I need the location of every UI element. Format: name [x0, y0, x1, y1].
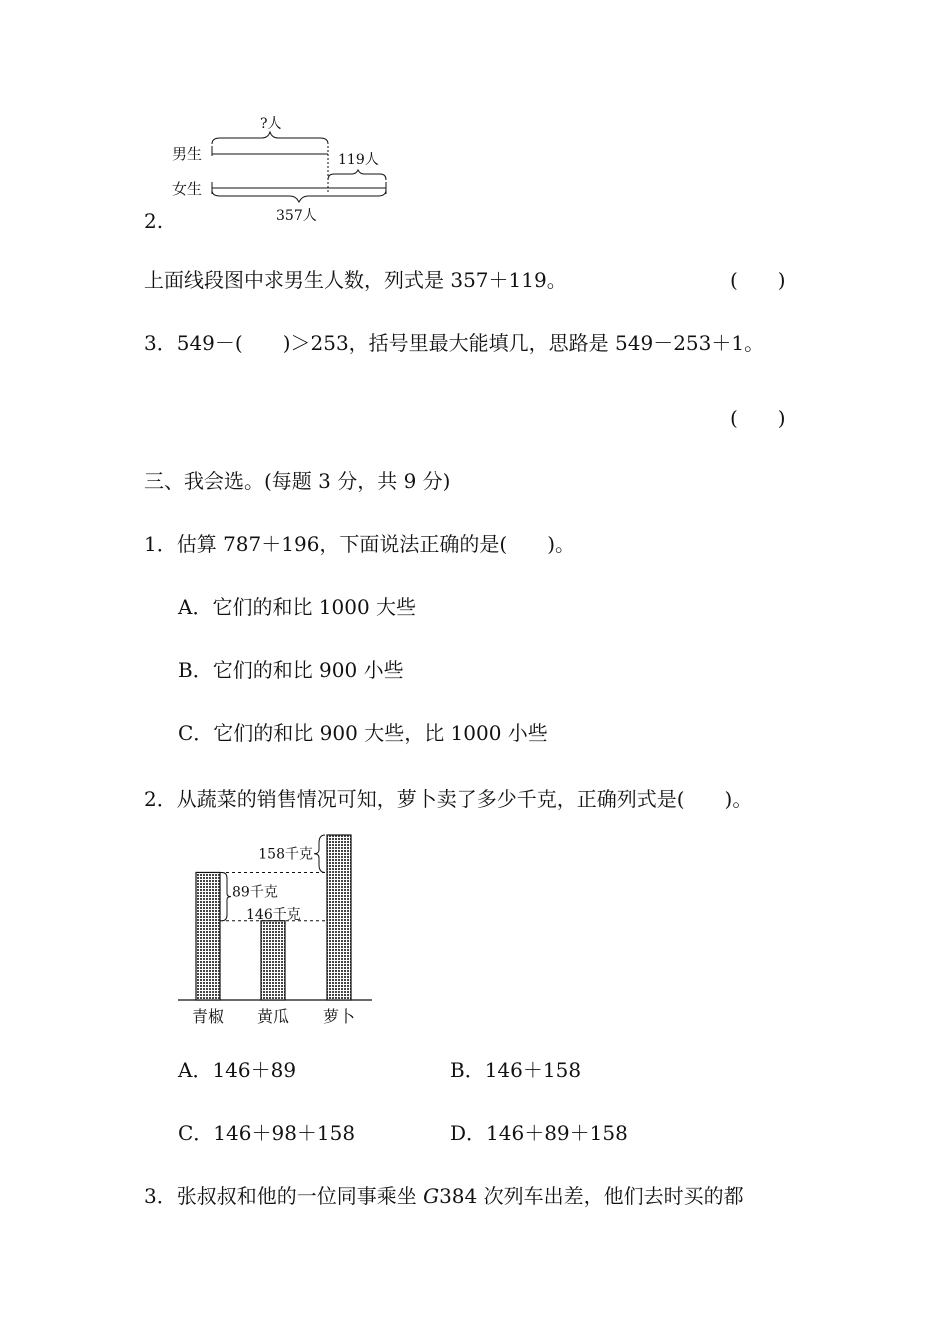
- s3-q3-stem-prefix: 3．张叔叔和他的一位同事乘坐: [144, 1184, 424, 1208]
- s3-q3-stem-suffix: 384 次列车出差，他们去时买的都: [439, 1184, 744, 1208]
- s3-q1-option-a[interactable]: A．它们的和比 1000 大些: [178, 595, 417, 619]
- s3-q1-option-c[interactable]: C．它们的和比 900 大些，比 1000 小些: [178, 721, 548, 745]
- bar-3: [327, 835, 351, 1000]
- annotation-158: 158千克: [258, 846, 313, 863]
- s3-q2-option-b[interactable]: B．146＋158: [450, 1058, 582, 1082]
- girls-label: 女生: [172, 180, 203, 198]
- s3-q2-option-a[interactable]: A．146＋89: [178, 1058, 297, 1082]
- s3-q2-option-c[interactable]: C．146＋98＋158: [178, 1121, 356, 1145]
- diff-label: 119人: [338, 152, 379, 168]
- category-label-2: 黄瓜: [256, 1007, 290, 1026]
- s3-q2-option-d[interactable]: D．146＋89＋158: [450, 1121, 628, 1145]
- vegetable-bar-chart: [170, 826, 390, 1030]
- s3-q2-stem: 2．从蔬菜的销售情况可知，萝卜卖了多少千克，正确列式是( )。: [144, 787, 753, 811]
- q3-answer-paren[interactable]: ( ): [730, 406, 786, 430]
- q3-statement: 3．549－( )＞253，括号里最大能填几，思路是 549－253＋1。: [144, 331, 765, 355]
- s3-q1-option-b[interactable]: B．它们的和比 900 小些: [178, 658, 404, 682]
- bar-1: [196, 872, 220, 1000]
- vegetable-bar-chart-svg: [170, 826, 390, 1030]
- brace-158: [314, 835, 325, 872]
- bar-2: [261, 921, 285, 1000]
- q2-statement: 上面线段图中求男生人数，列式是 357＋119。: [144, 268, 567, 292]
- category-label-1: 青椒: [191, 1007, 225, 1026]
- annotation-146: 146千克: [246, 906, 301, 923]
- s3-q3-train-letter: G: [423, 1184, 440, 1208]
- segment-diagram: [160, 110, 400, 230]
- question-mark-label: ?人: [260, 116, 282, 132]
- section3-heading: 三、我会选。(每题 3 分，共 9 分): [144, 469, 451, 493]
- boys-label: 男生: [172, 145, 203, 163]
- s3-q1-stem: 1．估算 787＋196，下面说法正确的是( )。: [144, 532, 576, 556]
- s3-q3-stem: [144, 1183, 744, 1209]
- q2-answer-paren[interactable]: ( ): [730, 268, 786, 292]
- brace-89: [222, 872, 231, 920]
- boys-brace: [212, 132, 328, 144]
- q2-number: 2.: [144, 209, 164, 233]
- total-label: 357人: [276, 208, 317, 224]
- diff-brace: [328, 170, 386, 180]
- category-label-3: 萝卜: [322, 1007, 356, 1026]
- annotation-89: 89千克: [232, 884, 278, 901]
- total-brace: [212, 190, 386, 202]
- segment-diagram-svg: [160, 110, 400, 230]
